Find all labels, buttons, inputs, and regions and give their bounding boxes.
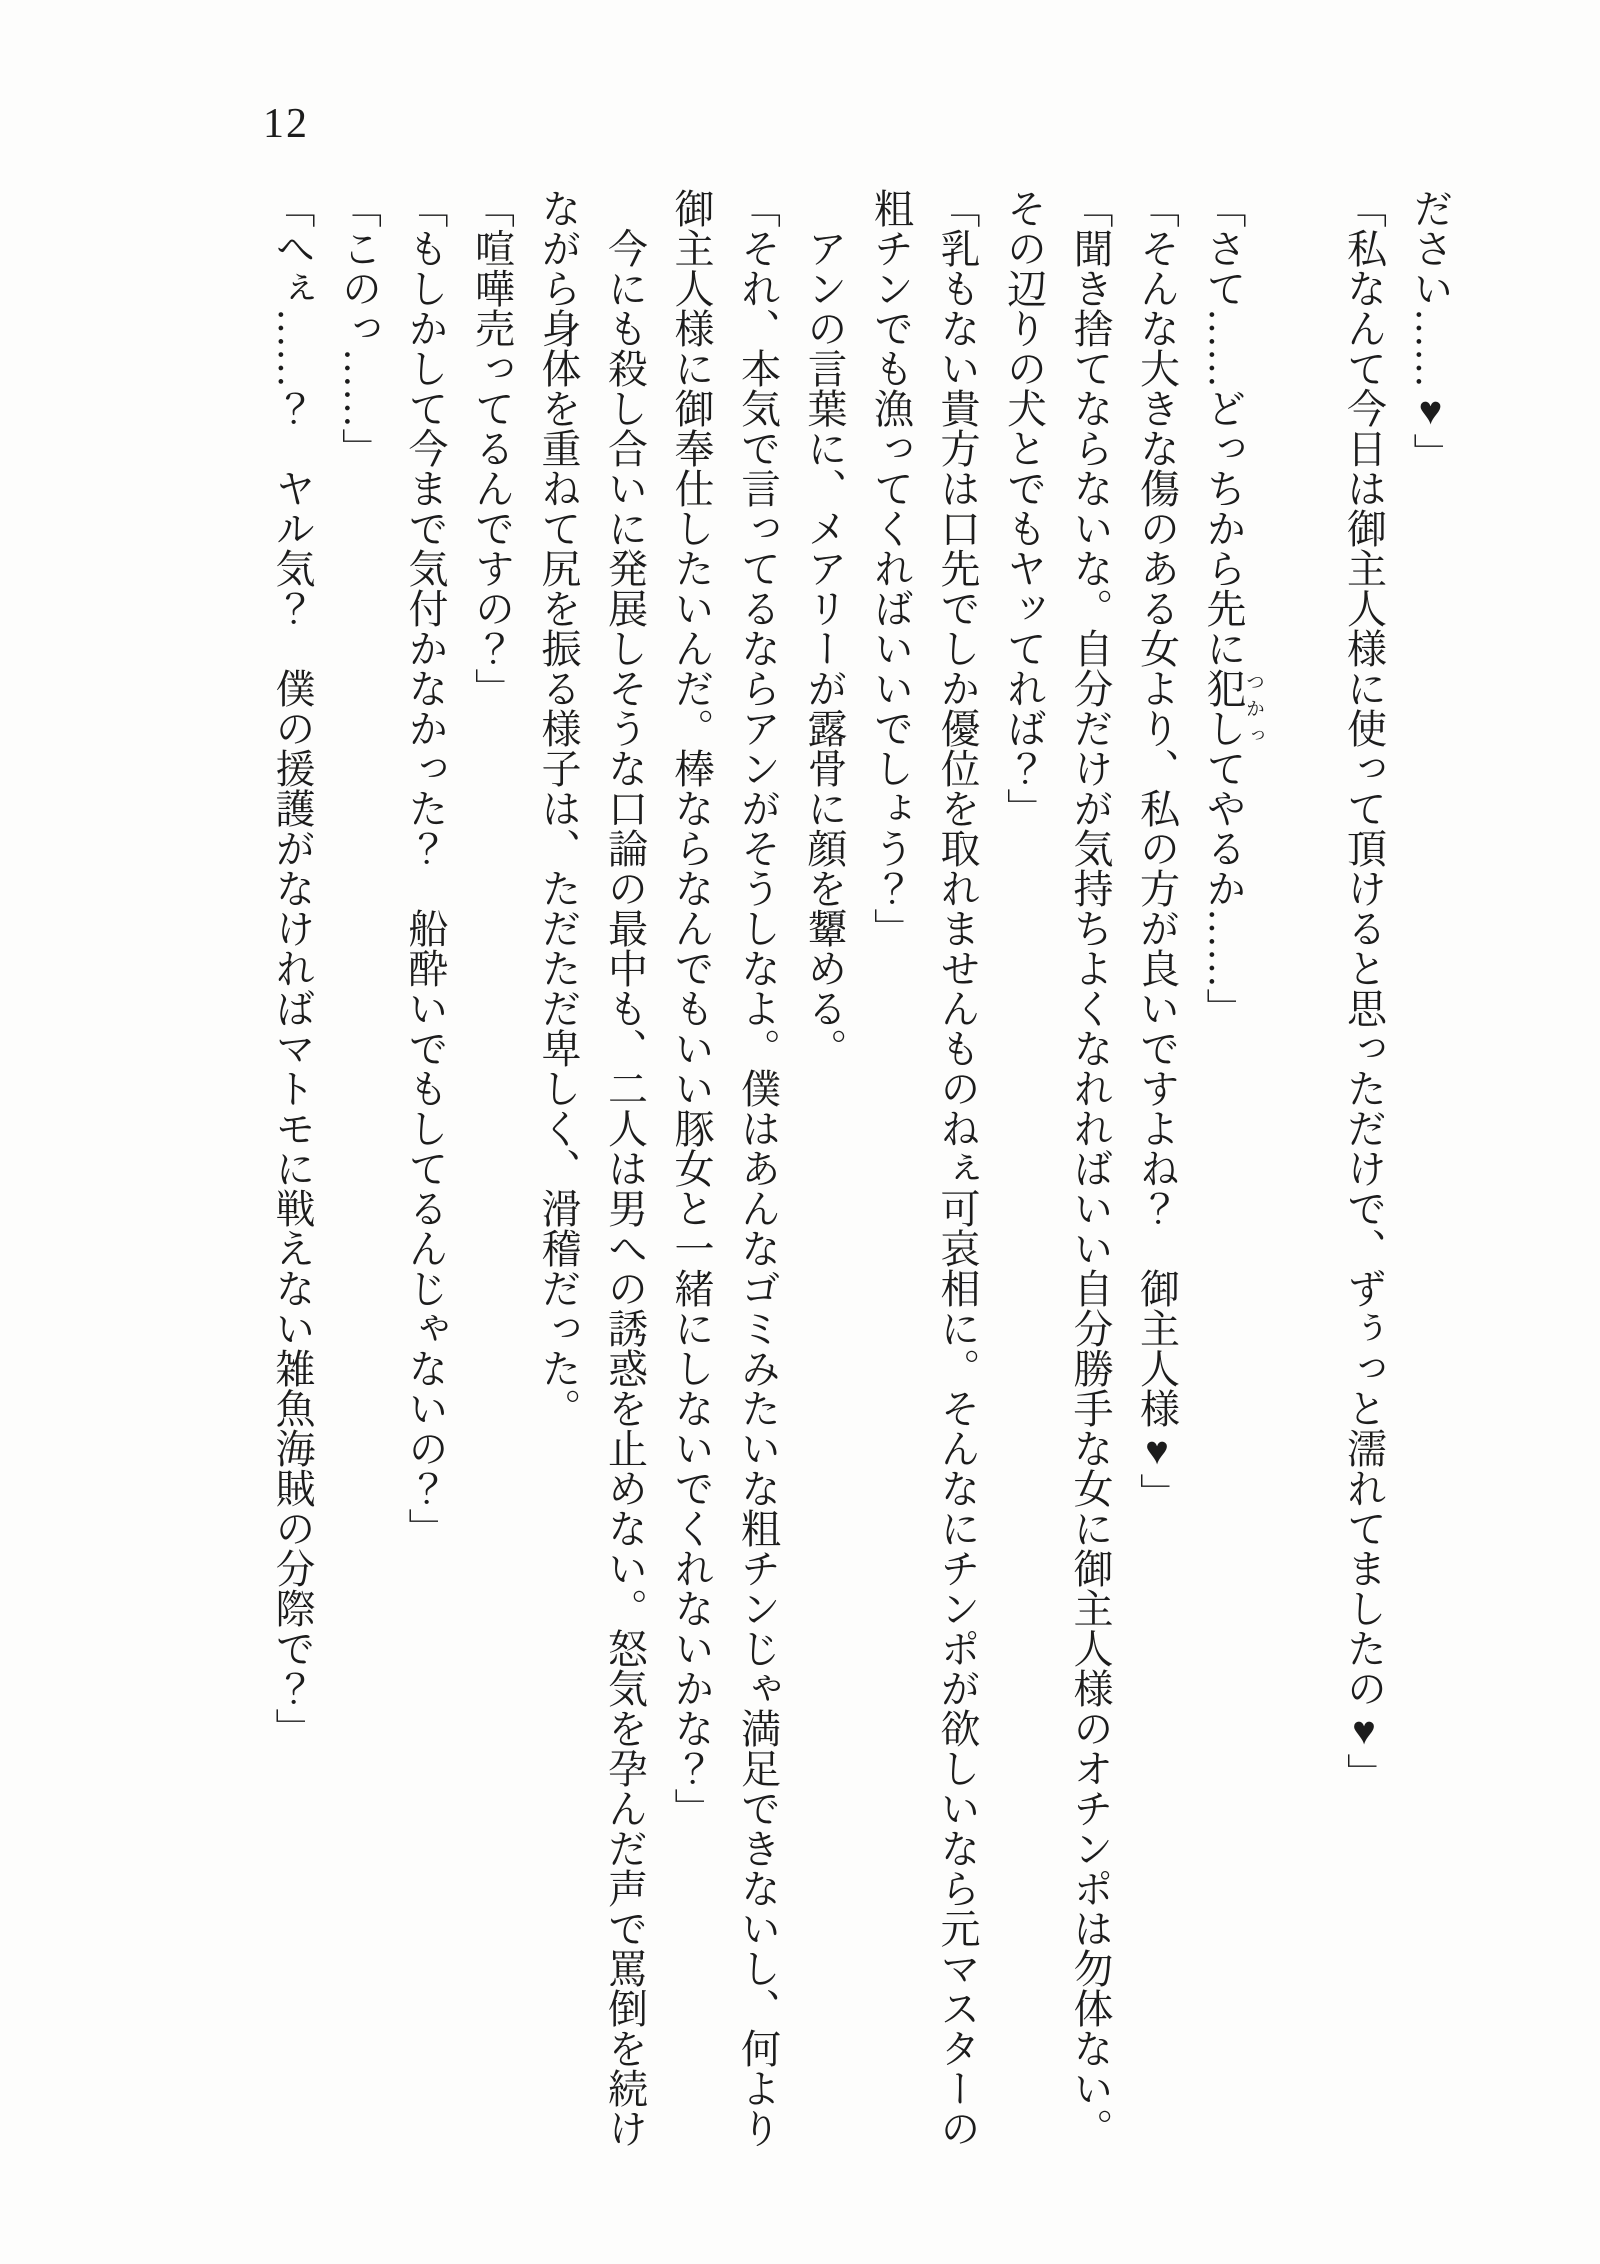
ruby-base: 犯し [1201,668,1246,748]
furigana: つかっ [1243,668,1264,748]
paragraph-dialogue-continuation: ださい……♥」 [1408,188,1453,473]
ruby-pre-text: 「さて……どっちから先に [1201,188,1246,668]
text-block [263,188,1463,2160]
paragraph-dialogue: 「もしかして今まで気付かなかった？ 船酔いでもしてるんじゃないの？」 [403,188,448,1548]
paragraph-dialogue: 「そんな大きな傷のある女より、私の方が良いですよね？ 御主人様♥」 [1134,188,1180,1513]
paragraph-narration: アンの言葉に、メアリーが露骨に顔を顰める。 [802,228,847,1068]
paragraph-dialogue: 「乳もない貴方は口先でしか優位を取れませんものねぇ可哀相に。そんなにチンポが欲しいなら元マスターの粗チンでも漁ってくればいいでしょう？」 [868,188,980,2148]
paragraph-dialogue: 「へぇ……？ ヤル気？ 僕の援護がなければマトモに戦えない雑魚海賊の分際で？」 [270,188,315,1748]
ruby-annotation [1201,668,1264,748]
paragraph-dialogue: 「喧嘩売ってるんですの？」 [469,188,515,708]
paragraph-narration: 今にも殺し合いに発展しそうな口論の最中も、二人は男への誘惑を止めない。怒気を孕んだ声で罵倒を続けながら身体を重ねて尻を振る様子は、ただただ卑しく、滑稽だった。 [536,188,648,2148]
paragraph-dialogue: 「聞き捨てならないな。自分だけが気持ちよくなれればいい自分勝手な女に御主人様のオチンポは勿体ない。その辺りの犬とでもヤッてれば？」 [1001,188,1113,2148]
page-number: 12 [263,101,309,147]
paragraph-dialogue: 「私なんて今日は御主人様に使って頂けると思っただけで、ずぅっと濡れてましたの♥」 [1341,188,1387,1793]
paragraph-dialogue: 「このっ……」 [336,188,382,468]
paragraph-dialogue-with-ruby [1190,188,1264,2160]
paragraph-dialogue: 「それ、本気で言ってるならアンがそうしなよ。僕はあんなゴミみたいな粗チンじゃ満足できないし、何より御主人様に御奉仕したいんだ。棒ならなんでもいい豚女と一緒にしないでくれないかな？」 [669,188,781,2148]
ruby-post-text: てやるか……」 [1201,748,1246,1028]
